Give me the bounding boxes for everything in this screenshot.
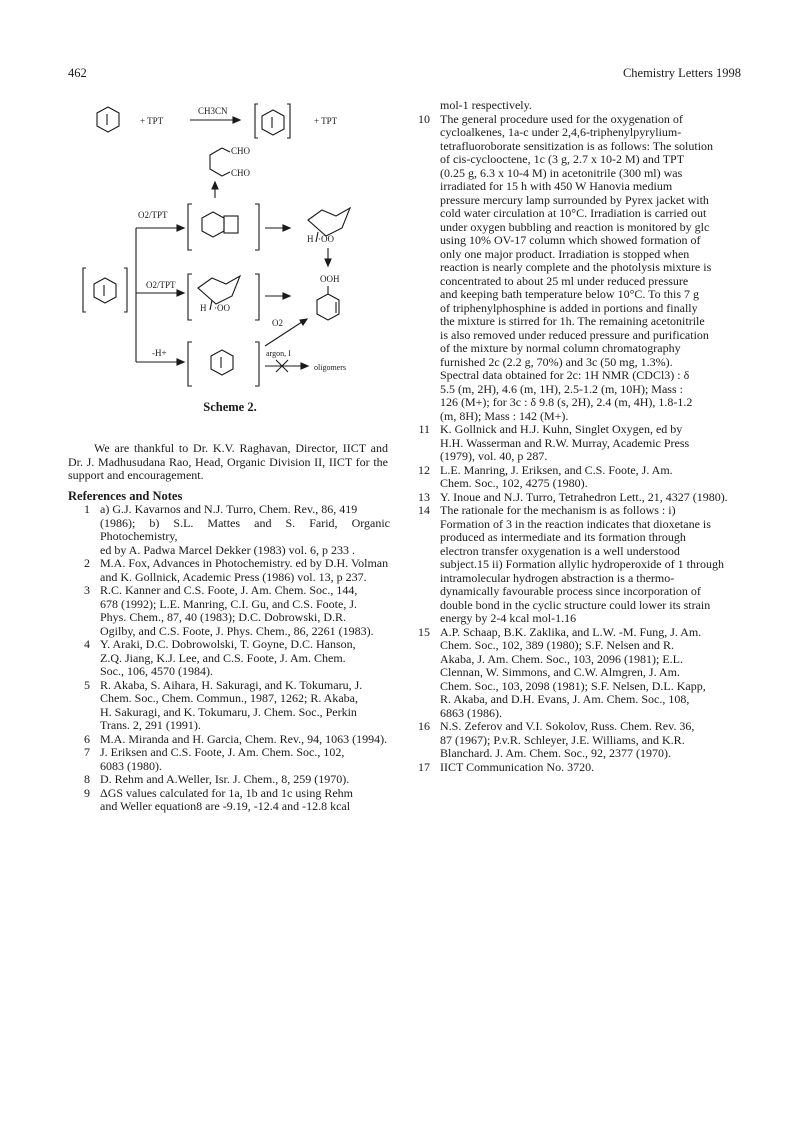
reference-line: M.A. Miranda and H. Garcia, Chem. Rev., 94, 1063 (1994). — [100, 731, 388, 746]
reference-number: 7 — [84, 745, 90, 759]
reference-line: subject.15 ii) Formation allylic hydroperoxide of 1 through — [440, 557, 724, 571]
scheme-label-minus-h: -H+ — [152, 348, 167, 358]
references-right-column — [408, 99, 730, 774]
reference-line: The general procedure used for the oxygenation of — [440, 111, 683, 126]
reference-line: (1986); b) S.L. Mattes and S. Farid, Organic Photochemistry, — [100, 515, 390, 543]
reference-line: L.E. Manring, J. Eriksen, and C.S. Foote, J. Am. — [440, 462, 673, 477]
reference-text — [100, 733, 390, 747]
radical-cation-ring-icon — [262, 110, 284, 135]
reference-line: Spectral data obtained for 2c: 1H NMR (CDCl3) : δ — [440, 368, 690, 382]
references-left-column — [68, 503, 390, 814]
reference-item — [68, 584, 390, 638]
reference-number: 2 — [84, 556, 90, 570]
reference-line: Chem. Soc., 102, 389 (1980); S.F. Nelsen and R. — [440, 638, 675, 652]
reference-line: tetrafluoroborate sensitization is as follows: The solution — [440, 138, 714, 153]
reference-text — [440, 464, 730, 491]
scheme-label-oo-a: ·OO — [318, 234, 334, 244]
scheme-label-solvent: CH3CN — [198, 106, 228, 116]
reference-line: Y. Araki, D.C. Dobrowolski, T. Goyne, D.C. Hanson, — [100, 637, 356, 651]
reference-line: Ogilby, and C.S. Foote, J. Phys. Chem., 86, 2261 (1983). — [100, 623, 374, 638]
reference-line: N.S. Zeferov and V.I. Sokolov, Russ. Chem. Rev. 36, — [440, 719, 695, 733]
reference-item — [408, 423, 730, 464]
reference-item — [68, 733, 390, 747]
reference-item — [68, 746, 390, 773]
reference-line: irradiated for 15 h with 450 W Hanovia medium — [440, 179, 673, 193]
reference-line: only one major product. Irradiation is stopped when — [440, 246, 690, 261]
reference-number: 1 — [84, 502, 90, 516]
scheme-label-cho-1: CHO — [231, 146, 251, 156]
reference-line: (1979), vol. 40, p 287. — [440, 449, 548, 463]
reference-number: 15 — [418, 624, 430, 639]
scheme-label-o2: O2 — [272, 318, 283, 328]
reference-number: 11 — [418, 422, 430, 436]
reference-line: The rationale for the mechanism is as follows : i) — [440, 503, 676, 517]
reference-line: reaction is nearly complete and the photolysis mixture is — [440, 260, 712, 274]
journal-title: Chemistry Letters 1998 — [622, 66, 741, 80]
reference-text — [100, 557, 390, 584]
scheme-label-o2-tpt-b: O2/TPT — [146, 280, 176, 290]
reference-line: Y. Inoue and N.J. Turro, Tetrahedron Lett., 21, 4327 (1980). — [440, 489, 728, 504]
reference-item — [408, 626, 730, 721]
reference-number: 6 — [84, 731, 90, 746]
reference-text — [440, 761, 730, 775]
reference-item — [68, 557, 390, 584]
reference-item — [68, 503, 390, 557]
reference-number: 17 — [418, 759, 430, 774]
scheme-label-h-a: H — [307, 234, 314, 244]
reference-line: and K. Gollnick, Academic Press (1986) vol. 13, p 237. — [100, 569, 367, 584]
reference-line: using 10% OV-17 column which showed formation of — [440, 233, 701, 247]
reference-number: 13 — [418, 489, 430, 504]
reference-line: concentrated to about 25 ml under reduced pressure — [440, 273, 689, 288]
scheme-label-oligomers: oligomers — [314, 363, 346, 372]
reference-item — [408, 113, 730, 424]
scheme-label-ooh: OOH — [320, 274, 340, 284]
reference-text — [440, 423, 730, 464]
reference-line: Clennan, W. Simmons, and C.W. Almgren, J. Am. — [440, 665, 680, 679]
reference-line: of triphenylphosphine is added in portions and finally — [440, 300, 698, 315]
reference-item — [408, 504, 730, 626]
reference-line: A.P. Schaap, B.K. Zaklika, and L.W. -M. Fung, J. Am. — [440, 624, 702, 639]
reference-line: (m, 8H); Mass : 142 (M+). — [440, 408, 569, 423]
reference-line: under oxygen bubbling and reaction is monitored by glc — [440, 219, 710, 234]
reference-text — [100, 638, 390, 679]
page-number: 462 — [68, 66, 87, 80]
reference-line: ed by A. Padwa Marcel Dekker (1983) vol. 6, p 233 . — [100, 542, 355, 557]
reference-line: 6863 (1986). — [440, 705, 502, 720]
reference-line: ΔGS values calculated for 1a, 1b and 1c using Rehm — [100, 785, 353, 800]
reference-number: 12 — [418, 462, 430, 477]
reference-line: and keeping bath temperature below 10°C. To this 7 g — [440, 287, 700, 301]
scheme-label-cho-2: CHO — [231, 168, 251, 178]
reference-item — [408, 491, 730, 505]
reference-number: 8 — [84, 772, 90, 786]
scheme-caption: Scheme 2. — [203, 400, 257, 414]
reference-line: Chem. Soc., 103, 2098 (1981); S.F. Nelsen, D.L. Kapp, — [440, 678, 706, 693]
reference-text — [440, 504, 730, 626]
reference-line: J. Eriksen and C.S. Foote, J. Am. Chem. Soc., 102, — [100, 745, 345, 759]
reference-line: R. Akaba, S. Aihara, H. Sakuragi, and K. Tokumaru, J. — [100, 677, 363, 692]
reference-text — [100, 679, 390, 733]
reference-number: 10 — [418, 111, 430, 126]
reference-line: Phys. Chem., 87, 40 (1983); D.C. Dobrowski, D.R. — [100, 610, 347, 624]
reaction-scheme — [60, 88, 400, 418]
reference-line: M.A. Fox, Advances in Photochemistry. ed by D.H. Volman — [100, 556, 389, 570]
reference-line: Z.Q. Jiang, K.J. Lee, and C.S. Foote, J. Am. Chem. — [100, 650, 346, 665]
reference-text — [100, 787, 390, 814]
reference-text — [100, 584, 390, 638]
reference-line: 87 (1967); P.v.R. Schleyer, J.E. Williams, and K.R. — [440, 732, 685, 747]
reference-line: R.C. Kanner and C.S. Foote, J. Am. Chem. Soc., 144, — [100, 583, 358, 597]
reference-line: the mixture is stirred for 1h. The remaining acetonitrile — [440, 314, 705, 328]
reference-number: 4 — [84, 637, 90, 651]
scheme-label-argon: argon, I — [266, 349, 291, 358]
scheme-label-tpt-plus: + TPT — [140, 116, 164, 126]
reference-line: intramolecular hydrogen abstraction is a thermo- — [440, 570, 675, 585]
reference-line: of cis-cyclooctene, 1c (3 g, 2.7 x 10-2 M) and TPT — [440, 152, 685, 166]
reference-text — [100, 773, 390, 787]
scheme-label-o2-tpt-a: O2/TPT — [138, 210, 168, 220]
cyclohexene-ring-icon — [97, 107, 119, 132]
reference-line: cycloalkenes, 1a-c under 2,4,6-triphenylpyrylium- — [440, 125, 682, 139]
reference-line: 678 (1992); L.E. Manring, C.I. Gu, and C.S. Foote, J. — [100, 596, 357, 611]
reference-line: H.H. Wasserman and R.W. Murray, Academic Press — [440, 435, 690, 450]
reference-line: K. Gollnick and H.J. Kuhn, Singlet Oxygen, ed by — [440, 422, 683, 436]
reference-line: energy by 2-4 kcal mol-1.16 — [440, 611, 577, 625]
reference-line: Chem. Soc., 102, 4275 (1980). — [440, 476, 588, 490]
reference-line: produced as intermediate and its formation through — [440, 530, 686, 544]
reference-line: H. Sakuragi, and K. Tokumaru, J. Chem. Soc., Perkin — [100, 704, 357, 719]
reference-text — [100, 746, 390, 773]
references-heading: References and Notes — [68, 489, 183, 503]
reference-line: 126 (M+); for 3c : δ 9.8 (s, 2H), 2.4 (m, 4H), 1.8-1.2 — [440, 395, 693, 409]
reference-line: 5.5 (m, 2H), 4.6 (m, 1H), 2.5-1.2 (m, 10H); Mass : — [440, 381, 683, 396]
reference-number: 14 — [418, 503, 430, 517]
reference-item — [68, 679, 390, 733]
reference-text — [440, 626, 730, 721]
reference-line: pressure mercury lamp surrounded by Pyrex jacket with — [440, 192, 709, 207]
reference-item — [68, 787, 390, 814]
reference-line: of the mixture by normal column chromatography — [440, 341, 681, 355]
reference-item — [408, 464, 730, 491]
reference-line: Blanchard. J. Am. Chem. Soc., 92, 2377 (1970). — [440, 746, 671, 760]
reference-text — [440, 720, 730, 761]
reference-line: Trans. 2, 291 (1991). — [100, 718, 201, 732]
reference-line: is also removed under reduced pressure and purification — [440, 327, 709, 342]
reference-text — [440, 99, 730, 113]
reference-line: Akaba, J. Am. Chem. Soc., 103, 2096 (1981); E.L. — [440, 651, 683, 666]
reference-item — [68, 638, 390, 679]
reference-item — [408, 761, 730, 775]
reference-line: Formation of 3 in the reaction indicates that dioxetane is — [440, 516, 711, 531]
reference-text — [440, 491, 730, 505]
reference-line: dynamically favourable process since incorporation of — [440, 584, 701, 598]
reference-line: cold water circulation at 10°C. Irradiation is carried out — [440, 206, 707, 220]
reference-text — [100, 503, 390, 557]
reference-line: IICT Communication No. 3720. — [440, 759, 595, 774]
scheme-label-tpt-radical: + TPT — [314, 116, 338, 126]
scheme-label-h-b: H — [200, 303, 207, 313]
scheme-label-oo-b: ·OO — [214, 303, 230, 313]
reference-line: (0.25 g, 6.3 x 10-4 M) in acetonitrile (300 ml) was — [440, 165, 683, 180]
acknowledgement: We are thankful to Dr. K.V. Raghavan, Director, IICT and Dr. J. Madhusudana Rao, Head, Organic Division II, IICT for the support and encouragement. — [68, 441, 388, 483]
reference-number: 5 — [84, 677, 90, 692]
reference-number: 3 — [84, 583, 90, 597]
reference-line: R. Akaba, and D.H. Evans, J. Am. Chem. Soc., 108, — [440, 692, 690, 706]
reference-line: Soc., 106, 4570 (1984). — [100, 664, 213, 678]
reference-line: and Weller equation8 are -9.19, -12.4 and -12.8 kcal — [100, 799, 351, 813]
reference-line: D. Rehm and A.Weller, Isr. J. Chem., 8, 259 (1970). — [100, 772, 350, 786]
scheme-drawing — [60, 88, 400, 418]
reference-item — [68, 773, 390, 787]
reference-line: mol-1 respectively. — [440, 98, 532, 112]
reference-item — [408, 720, 730, 761]
reference-text — [440, 113, 730, 424]
reference-line: a) G.J. Kavarnos and N.J. Turro, Chem. Rev., 86, 419 — [100, 502, 358, 516]
reference-line: 6083 (1980). — [100, 758, 162, 773]
reference-line: furnished 2c (2.2 g, 70%) and 3c (50 mg, 1.3%). — [440, 354, 673, 369]
reference-line: electron transfer oxygenation is a well understood — [440, 543, 680, 558]
reference-item — [408, 99, 730, 113]
reference-line: double bond in the cyclic structure could lower its strain — [440, 597, 711, 612]
reference-number: 9 — [84, 785, 90, 800]
reference-line: Chem. Soc., Chem. Commun., 1987, 1262; R. Akaba, — [100, 691, 358, 705]
reference-number: 16 — [418, 719, 430, 733]
